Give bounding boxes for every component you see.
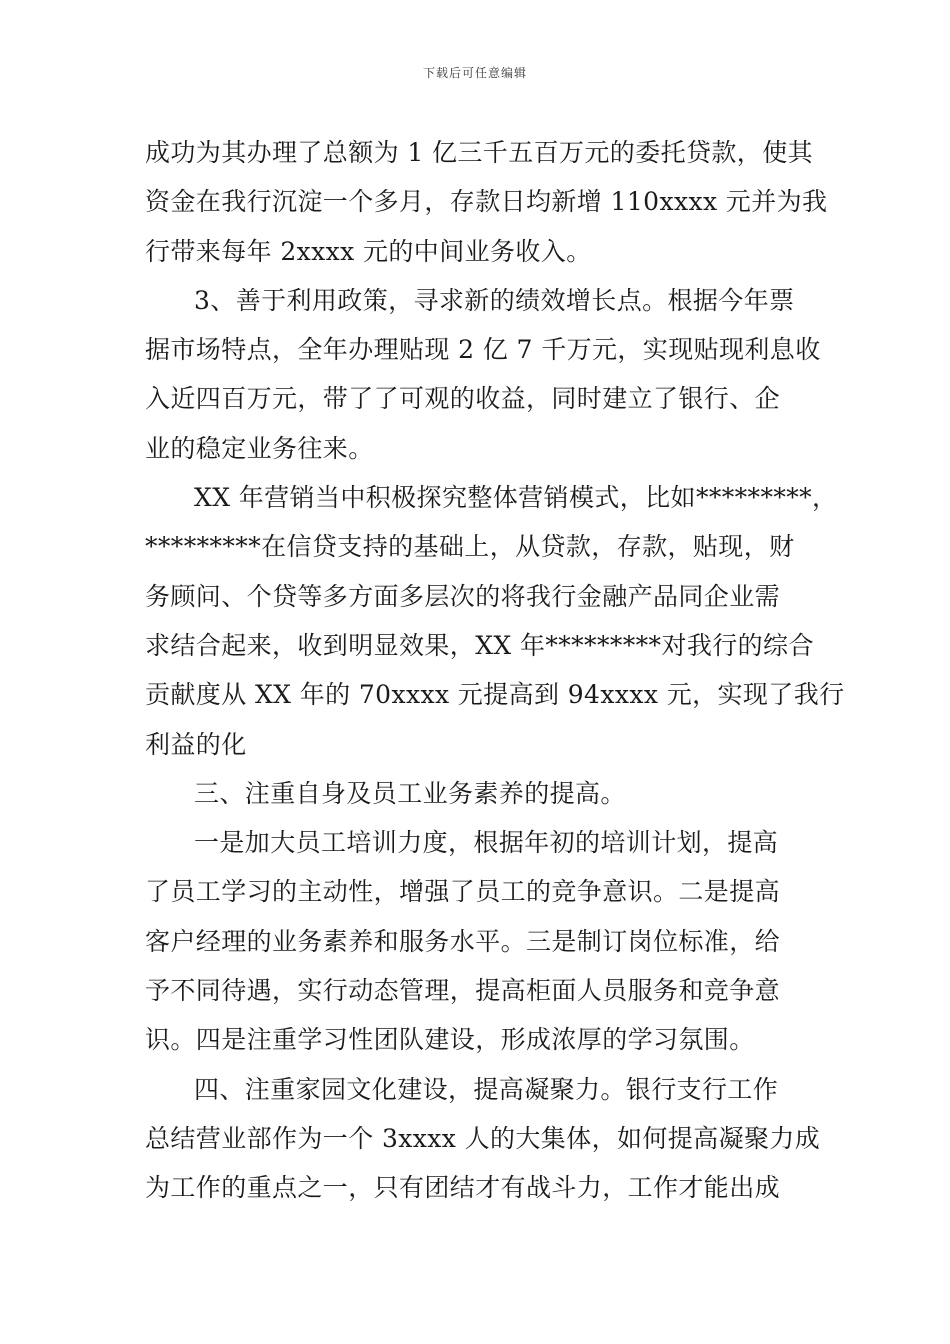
text-line: 入近四百万元，带了了可观的收益，同时建立了银行、企 bbox=[145, 384, 781, 414]
text-line: 据市场特点，全年办理贴现 2 亿 7 千万元，实现贴现利息收 bbox=[145, 335, 821, 365]
text-line: 贡献度从 XX 年的 70xxxx 元提高到 94xxxx 元，实现了我行 bbox=[145, 680, 845, 710]
text-line: 成功为其办理了总额为 1 亿三千五百万元的委托贷款，使其 bbox=[145, 138, 814, 167]
text-line: 资金在我行沉淀一个多月，存款日均新增 110xxxx 元并为我 bbox=[145, 187, 828, 217]
text-line: 识。四是注重学习性团队建设，形成浓厚的学习氛围。 bbox=[145, 1025, 755, 1055]
paragraph-start-line: 四、注重家园文化建设，提高凝聚力。银行支行工作 bbox=[194, 1074, 779, 1104]
page-header: 下载后可任意编辑 bbox=[422, 66, 527, 80]
text-line: 行带来每年 2xxxx 元的中间业务收入。 bbox=[145, 236, 592, 266]
text-line: 总结营业部作为一个 3xxxx 人的大集体，如何提高凝聚力成 bbox=[145, 1123, 821, 1153]
paragraph-start-line: 一是加大员工培训力度，根据年初的培训计划，提高 bbox=[194, 828, 779, 858]
text-line: 利益的化 bbox=[145, 729, 247, 759]
text-line: 予不同待遇，实行动态管理，提高柜面人员服务和竞争意 bbox=[145, 976, 781, 1006]
section-heading-line: 三、注重自身及员工业务素养的提高。 bbox=[194, 778, 626, 808]
text-line: 了员工学习的主动性，增强了员工的竞争意识。二是提高 bbox=[145, 877, 781, 907]
text-line: 求结合起来，收到明显效果，XX 年*********对我行的综合 bbox=[145, 630, 814, 660]
text-line: 为工作的重点之一，只有团结才有战斗力，工作才能出成 bbox=[145, 1173, 781, 1203]
text-line: *********在信贷支持的基础上，从贷款，存款，贴现，财 bbox=[145, 532, 795, 562]
text-line: 业的稳定业务往来。 bbox=[145, 433, 374, 463]
document-body bbox=[145, 128, 845, 1213]
paragraph-start-line: 3、善于利用政策，寻求新的绩效增长点。根据今年票 bbox=[194, 285, 795, 315]
text-line: 务顾问、个贷等多方面多层次的将我行金融产品同企业需 bbox=[145, 581, 781, 611]
paragraph-start-line: XX 年营销当中积极探究整体营销模式，比如*********， bbox=[194, 483, 838, 513]
text-line: 客户经理的业务素养和服务水平。三是制订岗位标准，给 bbox=[145, 926, 781, 956]
